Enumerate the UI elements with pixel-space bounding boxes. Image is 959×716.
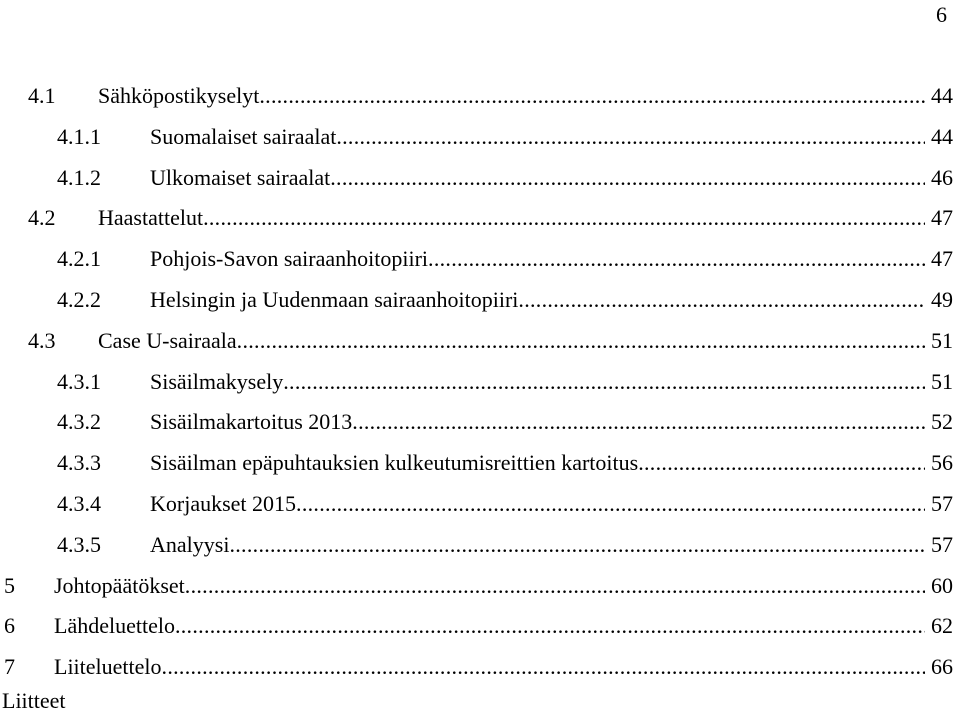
- toc-entry-title: Ulkomaiset sairaalat: [150, 164, 331, 190]
- toc-entry-page: 47: [931, 205, 953, 231]
- appendix-heading: Liitteet: [2, 688, 66, 713]
- toc-entry-page: 44: [931, 83, 953, 108]
- toc-entry[interactable]: [57, 489, 953, 519]
- toc-entry-title: Haastattelut: [98, 205, 204, 231]
- toc-dot-leader: [229, 530, 925, 560]
- toc-entry-title: Helsingin ja Uudenmaan sairaanhoitopiiri: [150, 287, 519, 312]
- toc-dot-leader: [175, 611, 925, 641]
- toc-entry-number: 4.1.1: [57, 123, 101, 149]
- toc-entry-page: 49: [931, 287, 953, 312]
- toc-entry[interactable]: [57, 530, 953, 560]
- toc-entry-title: Sähköpostikyselyt: [98, 83, 260, 108]
- toc-dot-leader: [518, 285, 925, 315]
- toc-entry[interactable]: [57, 285, 953, 315]
- toc-entry-title: Johtopäätökset: [54, 572, 185, 598]
- toc-entry[interactable]: [57, 163, 953, 193]
- toc-entry[interactable]: [57, 407, 953, 437]
- toc-dot-leader: [330, 163, 925, 193]
- toc-entry-page: 57: [931, 531, 953, 557]
- toc-dot-leader: [237, 326, 925, 356]
- toc-entry-title: Suomalaiset sairaalat: [150, 123, 337, 149]
- toc-entry-number: 4.3: [28, 327, 56, 353]
- toc-dot-leader: [185, 571, 925, 601]
- toc-entry-page: 51: [931, 368, 953, 394]
- toc-entry-title: Korjaukset 2015: [150, 491, 297, 516]
- toc-entry-page: 60: [931, 572, 953, 598]
- toc-dot-leader: [203, 203, 925, 233]
- toc-entry[interactable]: [28, 326, 953, 356]
- toc-entry[interactable]: [57, 122, 953, 152]
- toc-entry-page: 56: [931, 450, 953, 476]
- toc-dot-leader: [428, 244, 925, 274]
- toc-entry-number: 4.3.2: [57, 409, 101, 435]
- toc-entry-number: 4.2.2: [57, 287, 101, 312]
- toc-entry[interactable]: [57, 367, 953, 397]
- toc-entry-number: 4.3.5: [57, 531, 101, 557]
- toc-entry-number: 4.1.2: [57, 164, 101, 190]
- toc-dot-leader: [352, 407, 925, 437]
- toc-entry-page: 44: [931, 123, 953, 149]
- toc-entry-page: 47: [931, 246, 953, 272]
- toc-entry-page: 46: [931, 164, 953, 190]
- toc-entry[interactable]: [4, 652, 953, 682]
- toc-dot-leader: [638, 448, 925, 478]
- toc-dot-leader: [336, 122, 925, 152]
- toc-entry-title: Sisäilmakysely: [150, 368, 284, 394]
- toc-entry-number: 7: [4, 654, 15, 680]
- toc-entry-number: 6: [4, 613, 15, 639]
- toc-entry-number: 4.2.1: [57, 246, 101, 272]
- toc-entry[interactable]: [4, 571, 953, 601]
- toc-entry-number: 4.3.3: [57, 450, 101, 476]
- page-number: 6: [936, 2, 947, 27]
- toc-dot-leader: [259, 81, 925, 111]
- toc-entry-page: 57: [931, 491, 953, 516]
- toc-entry-number: 4.3.4: [57, 491, 101, 516]
- toc-dot-leader: [162, 652, 925, 682]
- toc-entry-title: Liiteluettelo: [54, 654, 162, 680]
- toc-entry-number: 4.3.1: [57, 368, 101, 394]
- toc-entry-page: 62: [931, 613, 953, 639]
- toc-entry-title: Sisäilman epäpuhtauksien kulkeutumisreittien kartoitus: [150, 450, 639, 476]
- toc-entry-number: 5: [4, 572, 15, 598]
- toc-entry-title: Case U-sairaala: [98, 327, 237, 353]
- toc-entry-page: 66: [931, 654, 953, 680]
- toc-dot-leader: [296, 489, 925, 519]
- toc-entry-page: 51: [931, 327, 953, 353]
- toc-entry-title: Analyysi: [150, 531, 230, 557]
- toc-entry-number: 4.2: [28, 205, 56, 231]
- toc-entry[interactable]: [4, 611, 953, 641]
- toc-entry-title: Sisäilmakartoitus 2013: [150, 409, 353, 435]
- toc-entry[interactable]: [57, 244, 953, 274]
- toc-entry-title: Pohjois-Savon sairaanhoitopiiri: [150, 246, 429, 272]
- toc-entry[interactable]: [28, 81, 953, 111]
- toc-dot-leader: [283, 367, 925, 397]
- toc-entry[interactable]: [28, 203, 953, 233]
- toc-entry-number: 4.1: [28, 83, 56, 108]
- toc-entry-page: 52: [931, 409, 953, 435]
- toc-entry[interactable]: [57, 448, 953, 478]
- toc-entry-title: Lähdeluettelo: [54, 613, 175, 639]
